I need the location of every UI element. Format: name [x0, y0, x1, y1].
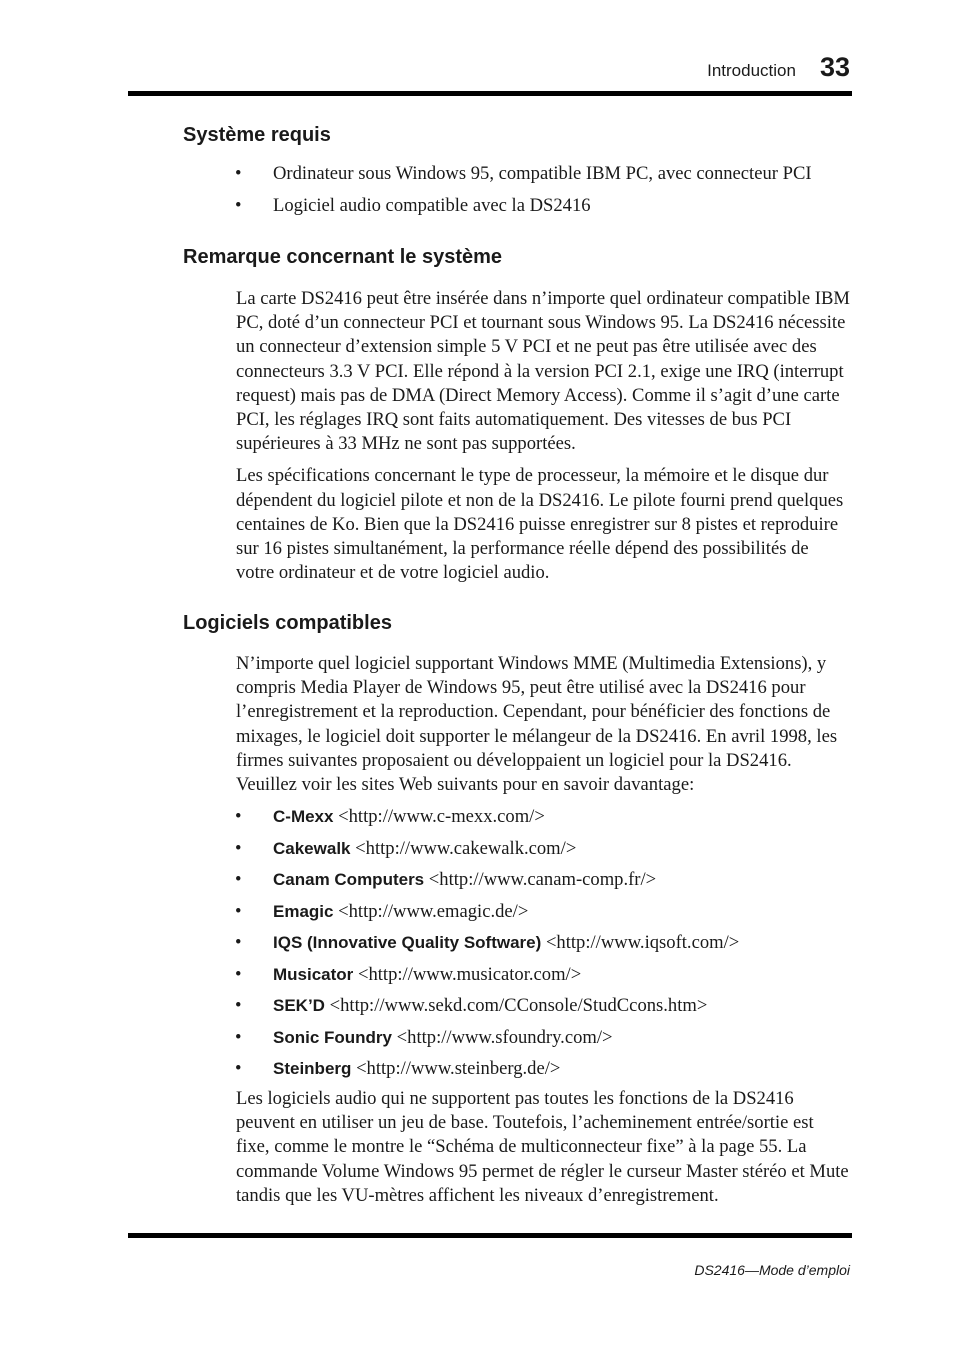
vendor-item [236, 837, 851, 869]
vendor-name: IQS (Innovative Quality Software) [273, 933, 542, 952]
vendor-item [236, 868, 851, 900]
vendor-name: Musicator [273, 964, 354, 984]
vendor-url[interactable]: <http://www.emagic.de/> [338, 900, 529, 922]
bullet-icon: • [235, 837, 242, 859]
paragraph: N’importe quel logiciel supportant Windows MME (Multimedia Extensions), y compris Media Player de Windows 95, peut être utilisé avec la DS2416 pour l’enregistrement et la reproduction. Cependant, pour bénéficier des fonctions de mixages, le logiciel doit supporter le mélangeur de la DS2416. En avril 1998, les firmes suivantes proposaient ou développaient un logiciel pour la DS2416. Veuillez voir les sites Web suivants pour en savoir davantage: [236, 653, 838, 796]
footer-rule [128, 1233, 852, 1238]
section-heading-logiciels-compatibles: Logiciels compatibles [183, 612, 392, 634]
bullet-icon: • [235, 995, 242, 1016]
section-heading-systeme-requis: Système requis [183, 124, 331, 146]
paragraph: Les logiciels audio qui ne supportent pas toutes les fonctions de la DS2416 peuvent en utiliser un jeu de base. Toutefois, l’acheminement entrée/sortie est fixe, comme le montre le “Schéma de multiconnecteur fixe” à la page 55. La commande Volume Windows 95 permet de régler le curseur Master stéréo et Mute tandis que les VU-mètres affichent les niveaux d’enregistrement. [236, 1088, 849, 1206]
vendor-name: Steinberg [273, 1059, 352, 1078]
vendor-name: Canam Computers [273, 870, 425, 889]
bullet-icon: • [235, 1026, 242, 1048]
list-item-text: Logiciel audio compatible avec la DS2416 [273, 194, 591, 216]
vendor-item [236, 963, 851, 995]
vendor-url[interactable]: <http://www.sfoundry.com/> [396, 1026, 613, 1048]
footer-text: DS2416—Mode d’emploi [694, 1262, 850, 1278]
software-closing [236, 1087, 851, 1216]
bullet-icon: • [235, 806, 242, 827]
vendor-name: Cakewalk [273, 838, 351, 858]
running-header-section: Introduction [707, 61, 796, 80]
vendor-url[interactable]: <http://www.sekd.com/CConsole/StudCcons.htm> [329, 995, 708, 1016]
running-header [707, 52, 850, 88]
vendor-name: C-Mexx [273, 807, 334, 826]
section-heading-remarque-systeme: Remarque concernant le système [183, 246, 503, 268]
bullet-icon: • [235, 869, 242, 890]
paragraph: Les spécifications concernant le type de processeur, la mémoire et le disque dur dépendent du logiciel pilote et non de la DS2416. Le pilote fourni prend quelques centaines de Ko. Bien que la DS2416 puisse enregistrer sur 8 pistes et reproduire sur 16 pistes simultanément, la performance réelle dépend des possibilités de votre ordinateur et de votre logiciel audio. [236, 465, 844, 584]
vendor-url[interactable]: <http://www.cakewalk.com/> [355, 837, 577, 859]
vendor-name: Emagic [273, 901, 334, 921]
page-number: 33 [819, 52, 850, 82]
vendor-item [236, 994, 851, 1026]
bullet-icon: • [235, 932, 242, 953]
vendor-item [236, 1057, 851, 1089]
vendor-name: SEK’D [273, 996, 325, 1015]
vendor-url[interactable]: <http://www.steinberg.de/> [356, 1058, 561, 1079]
software-intro [236, 652, 851, 805]
vendor-list [236, 805, 851, 1089]
bullet-icon: • [235, 1058, 242, 1079]
vendor-url[interactable]: <http://www.musicator.com/> [357, 963, 582, 985]
vendor-url[interactable]: <http://www.c-mexx.com/> [338, 806, 545, 827]
vendor-name: Sonic Foundry [273, 1027, 392, 1047]
list-item-text: Ordinateur sous Windows 95, compatible IBM PC, avec connecteur PCI [273, 163, 812, 184]
header-rule [128, 91, 852, 96]
paragraph: La carte DS2416 peut être insérée dans n’importe quel ordinateur compatible IBM PC, doté d’un connecteur PCI et tournant sous Windows 95. La DS2416 nécessite un connecteur d’extension simple 5 V PCI et ne peut pas être utilisée avec des connecteurs 3.3 V PCI. Elle répond à la version PCI 2.1, exige une IRQ (interrupt request) mais pas de DMA (Direct Memory Access). Comme il s’agit d’une carte PCI, les réglages IRQ sont faits automatiquement. Des vitesses de bus PCI supérieures à 33 MHz ne sont pas supportées. [236, 288, 850, 455]
bullet-icon: • [235, 194, 242, 216]
vendor-item [236, 931, 851, 963]
bullet-icon: • [235, 900, 242, 922]
bullet-icon: • [235, 963, 242, 985]
vendor-item [236, 805, 851, 837]
system-notes [236, 287, 851, 593]
vendor-item [236, 1026, 851, 1058]
vendor-url[interactable]: <http://www.canam-comp.fr/> [428, 869, 657, 890]
vendor-url[interactable]: <http://www.iqsoft.com/> [545, 932, 740, 953]
bullet-icon: • [235, 163, 242, 184]
list-item [236, 162, 851, 194]
requirements-list [236, 162, 851, 225]
list-item [236, 194, 851, 226]
vendor-item [236, 900, 851, 932]
